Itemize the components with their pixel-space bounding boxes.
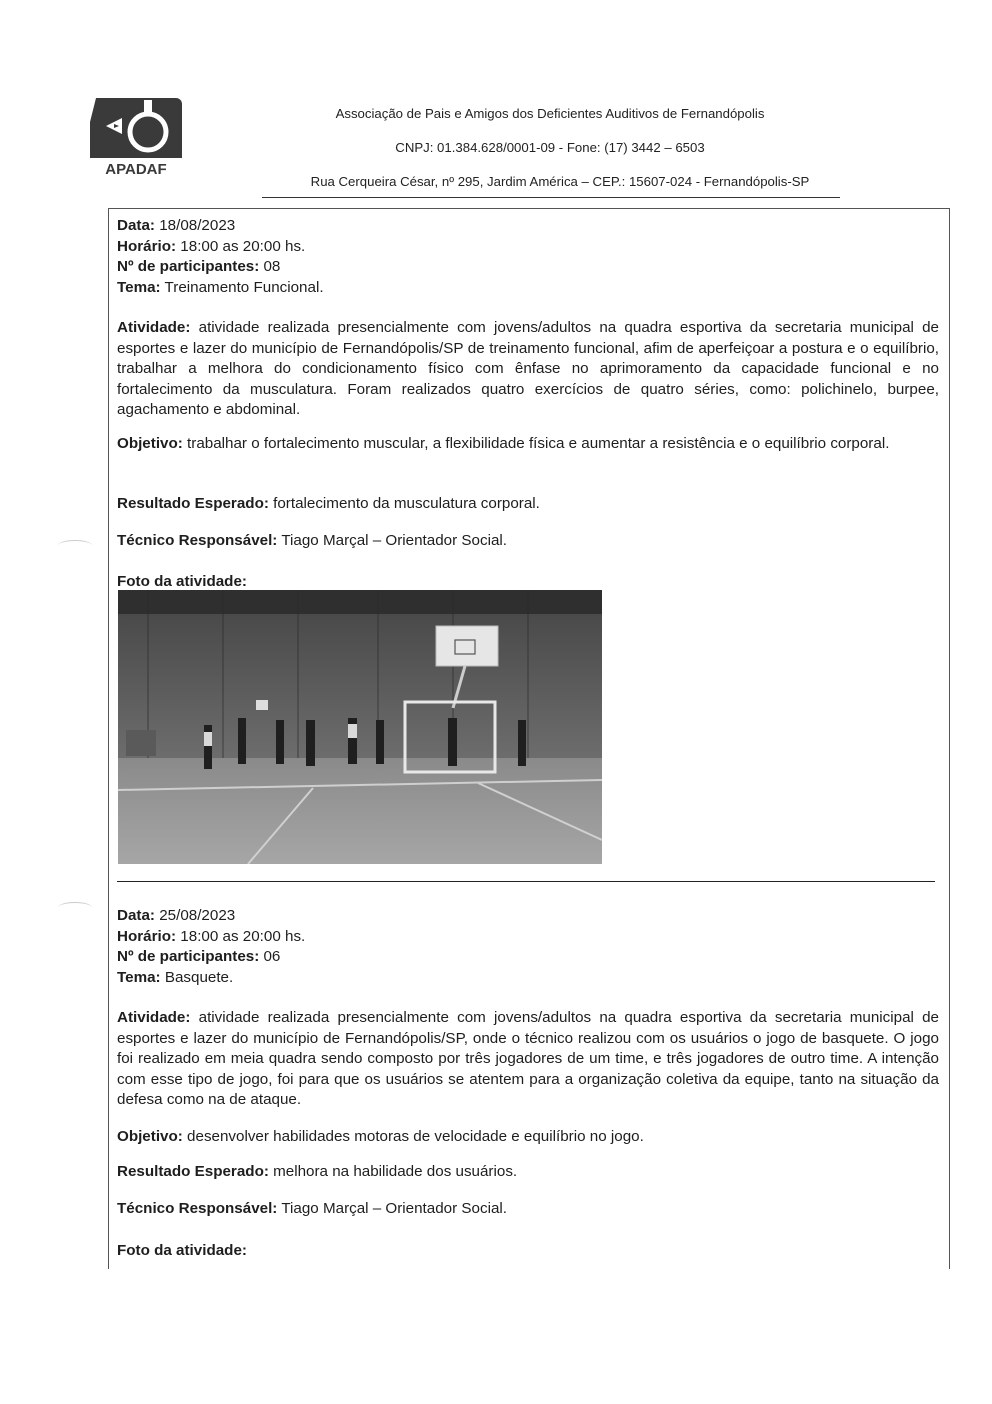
entry-1-activity: Atividade: atividade realizada presencialmente com jovens/adultos na quadra esportiva da secretaria municipal de esportes e lazer do município de Fernandópolis/SP de treinamento funcional, afim de aperfeiçoar a postura e o equilíbrio, trabalhar a melhora do condicionamento físico com ênfase no aprimoramento da capacidade funcional e no fortalecimento da musculatura. Foram realizados quatro exercícios de quatro séries, como: polichinelo, burpee, agachamento e abdominal.: [117, 319, 939, 418]
svg-text:APADAF: APADAF: [105, 161, 167, 178]
date-line: Data: 25/08/2023: [117, 907, 236, 924]
entry-2-header: [117, 906, 939, 988]
org-address: Rua Cerqueira César, nº 295, Jardim América – CEP.: 15607-024 - Fernandópolis-SP: [310, 174, 810, 189]
participants-line: Nº de participantes: 06: [117, 948, 281, 965]
header-divider: [262, 197, 840, 198]
entry-2-objective: Objetivo: desenvolver habilidades motoras de velocidade e equilíbrio no jogo.: [117, 1128, 644, 1145]
activity-photo: [118, 590, 602, 864]
theme-line: Tema: Treinamento Funcional.: [117, 278, 324, 296]
entry-2-activity: Atividade: atividade realizada presencialmente com jovens/adultos na quadra esportiva da secretaria municipal de esportes e lazer do município de Fernandópolis/SP, onde o técnico realizou com os usuários o jogo de basquete. O jogo foi realizado em meia quadra sendo composto por três jogadores de um time, e três jogadores de outro time. A intenção com esse tipo de jogo, foi para que os usuários se atentem para a organização coletiva da equipe, tanto na situação da defesa como na de ataque.: [117, 1009, 939, 1108]
org-name: Associação de Pais e Amigos dos Deficientes Auditivos de Fernandópolis: [335, 106, 765, 121]
entry-1-technician: Técnico Responsável: Tiago Marçal – Orientador Social.: [117, 532, 507, 549]
theme-line: Tema: Basquete.: [117, 968, 234, 986]
margin-punch-mark: [58, 540, 92, 551]
entry-1-expected-result: Resultado Esperado: fortalecimento da musculatura corporal.: [117, 495, 540, 512]
entry-1-objective: Objetivo: trabalhar o fortalecimento muscular, a flexibilidade física e aumentar a resistência e o equilíbrio corporal.: [117, 435, 890, 452]
entry-1-photo-label: Foto da atividade:: [117, 573, 247, 590]
cnpj-phone: CNPJ: 01.384.628/0001-09 - Fone: (17) 3442 – 6503: [395, 140, 705, 155]
time-line: Horário: 18:00 as 20:00 hs.: [117, 927, 306, 945]
date-line: Data: 18/08/2023: [117, 217, 236, 234]
entry-1-header: [117, 216, 939, 298]
time-line: Horário: 18:00 as 20:00 hs.: [117, 237, 306, 255]
participants-line: Nº de participantes: 08: [117, 258, 281, 275]
margin-punch-mark: [58, 902, 92, 913]
entry-separator: [117, 881, 935, 882]
apadaf-logo: [88, 96, 184, 178]
entry-2-photo-label: Foto da atividade:: [117, 1242, 247, 1259]
entry-2-technician: Técnico Responsável: Tiago Marçal – Orientador Social.: [117, 1200, 507, 1217]
entry-2-expected-result: Resultado Esperado: melhora na habilidade dos usuários.: [117, 1163, 518, 1180]
